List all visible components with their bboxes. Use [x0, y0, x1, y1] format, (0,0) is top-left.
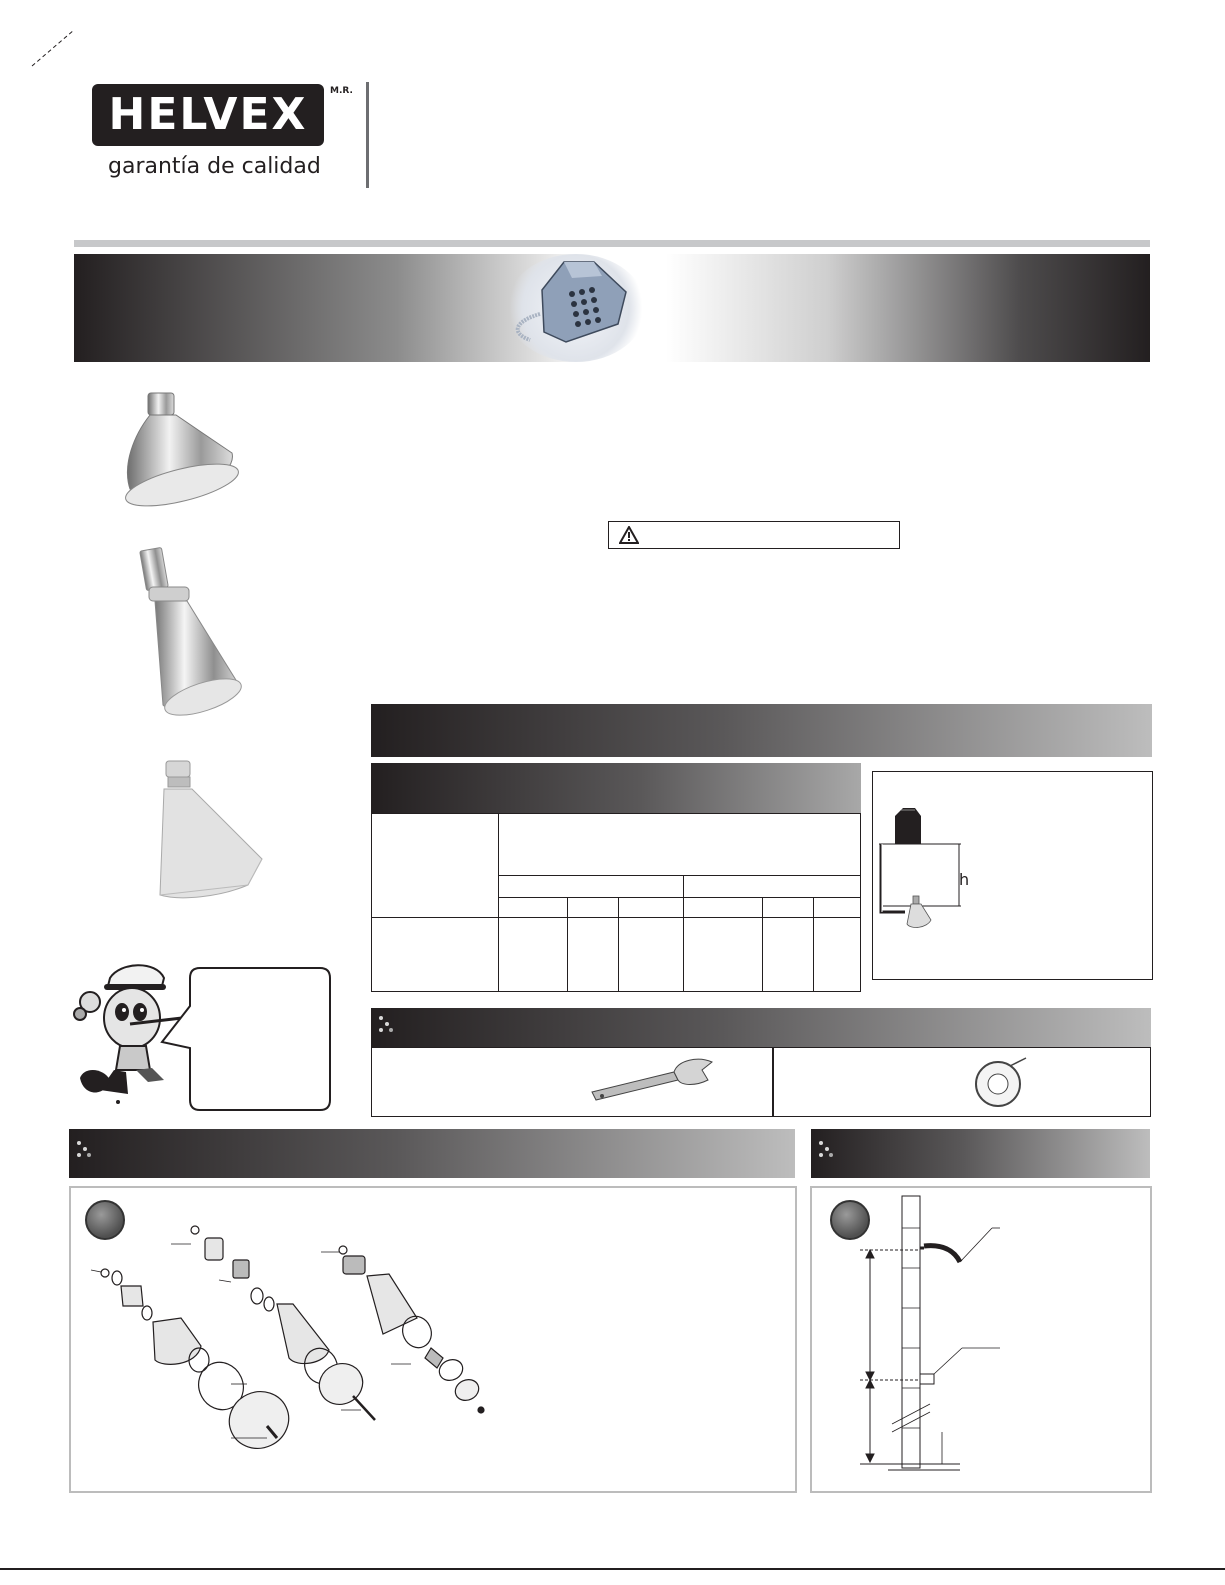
- specs-cell: [814, 918, 861, 992]
- height-label: h: [959, 870, 970, 889]
- specs-subheader: [371, 763, 861, 813]
- brand-logo: [92, 82, 352, 192]
- specs-table: [371, 813, 861, 992]
- section-bullet-icon: [77, 1141, 91, 1161]
- tools-section-bar: [371, 1008, 1151, 1047]
- tools-box: [371, 1047, 1151, 1117]
- header-divider: [366, 82, 369, 188]
- top-rule: [74, 240, 1150, 247]
- telephone-icon: [506, 254, 646, 362]
- showerhead-image-square: [150, 755, 270, 905]
- specs-cell: [684, 918, 763, 992]
- installation-panel: [810, 1186, 1152, 1493]
- showerhead-image-round: [120, 385, 250, 510]
- parts-section-bar: [69, 1129, 795, 1178]
- specs-model-header: [372, 814, 499, 918]
- specs-col-1: [499, 898, 568, 918]
- specs-col-5: [763, 898, 814, 918]
- warning-box: [608, 521, 900, 549]
- specs-group-header-left: [499, 876, 684, 898]
- exploded-parts-diagram: [71, 1188, 795, 1491]
- height-diagram: [873, 772, 1152, 979]
- teflon-tape-roll-icon: [970, 1054, 1030, 1110]
- specs-col-2: [568, 898, 619, 918]
- specs-section-bar: [371, 704, 1152, 757]
- section-bullet-icon: [379, 1016, 393, 1036]
- warning-triangle-icon: [619, 526, 639, 544]
- installation-section-bar: [811, 1129, 1150, 1178]
- registered-mark: M.R.: [330, 86, 353, 96]
- specs-col-4: [684, 898, 763, 918]
- installation-diagram: [812, 1188, 1150, 1491]
- contact-banner: [74, 254, 1150, 362]
- tools-divider: [772, 1048, 774, 1116]
- showerhead-image-cone: [135, 545, 250, 720]
- brand-tagline: garantía de calidad: [108, 154, 321, 179]
- brand-name: HELVEX: [108, 89, 308, 140]
- section-bullet-icon: [819, 1141, 833, 1161]
- specs-row-model: [372, 918, 499, 992]
- specs-cell: [763, 918, 814, 992]
- specs-cell: [568, 918, 619, 992]
- showerhead-icon: [907, 896, 931, 927]
- specs-pressure-header: [499, 814, 861, 876]
- specs-cell: [619, 918, 684, 992]
- specs-col-3: [619, 898, 684, 918]
- height-diagram-box: [872, 771, 1153, 980]
- adjustable-wrench-icon: [582, 1056, 722, 1102]
- parts-panel: [69, 1186, 797, 1493]
- specs-group-header-right: [684, 876, 861, 898]
- corner-cut-mark: [28, 28, 78, 70]
- bottom-rule: [0, 1568, 1225, 1570]
- specs-col-6: [814, 898, 861, 918]
- specs-cell: [499, 918, 568, 992]
- speech-bubble: [160, 966, 332, 1112]
